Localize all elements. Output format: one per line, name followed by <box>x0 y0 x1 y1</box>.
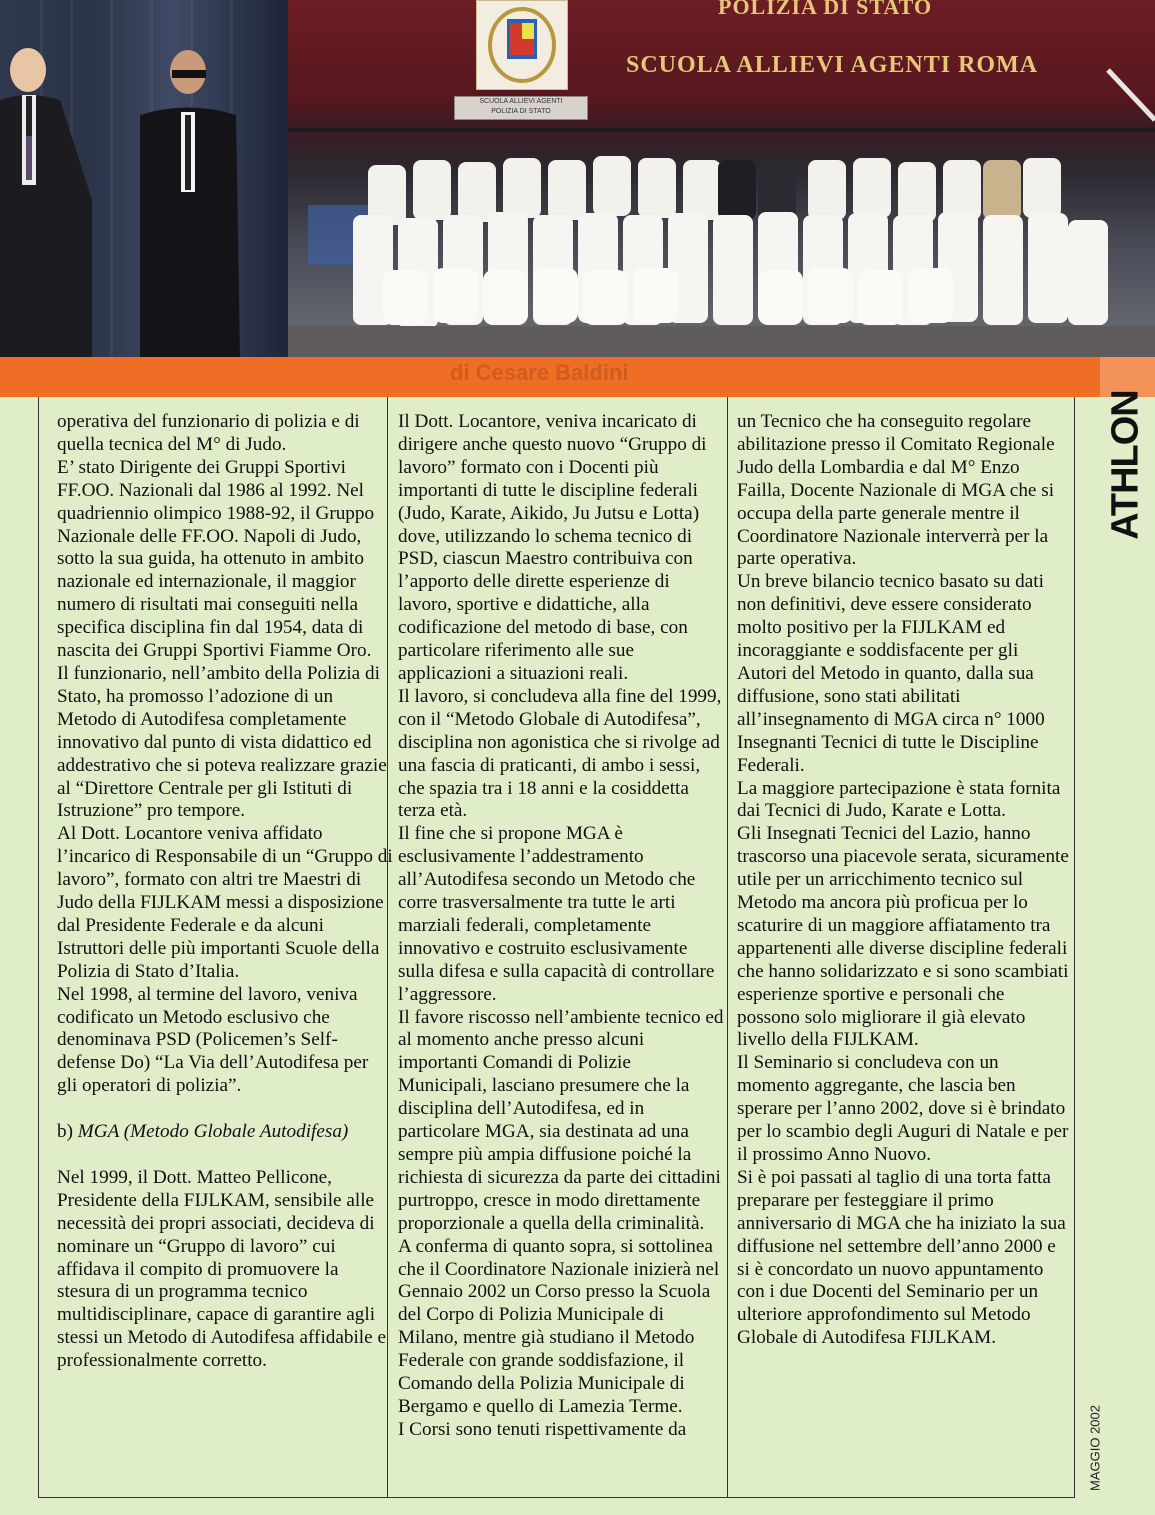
issue-date-text: MAGGIO 2002 <box>1087 1405 1103 1491</box>
paragraph: Il Dott. Locantore, veniva incaricato di dirigere anche questo nuovo “Gruppo di lavoro” formato con i Docenti più importanti di tutte le discipline federali (Judo, Karate, Aikido, Ju Jutsu e Lotta) dove, utilizzando lo schema tecnico di PSD, ciascun Maestro contribuiva con l’apporto delle dirette esperienze di lavoro, sportive e didattiche, alla codificazione del metodo di base, con particolare riferimento alle sue applicazioni a situazioni reali. <box>398 411 707 684</box>
paragraph: Si è poi passati al taglio di una torta fatta preparare per festeggiare il primo anniversario di MGA che ha iniziato la sua diffusione nel settembre dell’anno 2000 e si è concordato un nuovo appuntamento con i due Docenti del Seminario per un ulteriore approfondimento sul Metodo Globale di Autodifesa FIJLKAM. <box>737 1166 1066 1349</box>
paragraph: Il favore riscosso nell’ambiente tecnico ed al momento anche presso alcuni importanti Comandi di Polizie Municipali, lasciano presumere che la disciplina dell’Autodifesa, ed in particolare MGA, sia destinata ad una sempre più ampia diffusione poiché la richiesta di sicurezza da parte dei cittadini purtroppo, cresce in modo direttamente proporzionale a quella della criminalità. <box>398 1006 724 1234</box>
speakers-figures <box>0 0 288 357</box>
paragraph: Nel 1998, al termine del lavoro, veniva codificato un Metodo esclusivo che denominava PSD (Policemen’s Self-defense Do) “La Via dell’Autodifesa per gli operatori di polizia”. <box>57 983 369 1097</box>
paragraph: Al Dott. Locantore veniva affidato l’incarico di Responsabile di un “Gruppo di lavoro”, formato con altri tre Maestri di Judo della FIJLKAM messi a disposizione dal Presidente Federale e da alcuni Istruttori delle più importanti Scuole della Polizia di Stato d’Italia. <box>57 823 393 982</box>
magazine-logo-text: ATHLON <box>1104 390 1147 540</box>
issue-date <box>1080 1398 1110 1498</box>
paragraph: I Corsi sono tenuti rispettivamente da <box>398 1418 687 1440</box>
paragraph: A conferma di quanto sopra, si sottolinea che il Coordinatore Nazionale inizierà nel Gennaio 2002 un Corso presso la Scuola del Corpo di Polizia Municipale di Milano, mentre già studiano il Metodo Federale con grande soddisfazione, il Comando della Polizia Municipale di Bergamo e quello di Lamezia Terme. <box>398 1235 720 1417</box>
paragraph: E’ stato Dirigente dei Gruppi Sportivi FF.OO. Nazionali dal 1986 al 1992. Nel quadriennio olimpico 1988-92, il Gruppo Nazionale delle FF.OO. Napoli di Judo, sotto la sua guida, ha ottenuto in ambito nazionale ed internazionale, il maggior numero di risultati mai conseguiti nella specifica disciplina fin dal 1954, data di nascita dei Gruppi Sportivi Fiamme Oro. <box>57 456 375 662</box>
magazine-logo <box>1104 390 1148 540</box>
article-body <box>38 397 1075 1498</box>
section-heading-title: MGA (Metodo Globale Autodifesa) <box>77 1121 349 1143</box>
plaque: SCUOLA ALLIEVI AGENTI POLIZIA DI STATO <box>454 96 588 120</box>
section-heading: b) MGA (Metodo Globale Autodifesa) <box>57 1121 349 1143</box>
banner-line-2: SCUOLA ALLIEVI AGENTI ROMA <box>626 52 1039 78</box>
paragraph: Il Seminario si concludeva con un momento aggregante, che lascia ben sperare per l’anno 2002, dove si è brindato per lo scambio degli Auguri di Natale e per il prossimo Anno Nuovo. <box>737 1052 1069 1165</box>
header-photo <box>0 0 1155 357</box>
speakers-photo <box>0 0 288 357</box>
paragraph: Il lavoro, si concludeva alla fine del 1999, con il “Metodo Globale di Autodifesa”, disciplina non agonistica che si rivolge ad una fascia di praticanti, di ambo i sessi, che spazia tra i 18 anni e la cosiddetta terza età. <box>398 685 722 822</box>
paragraph: Un breve bilancio tecnico basato su dati non definitivi, deve essere considerato molto positivo per la FIJLKAM ed incoraggiante e soddisfacente per gli Autori del Metodo in quanto, dalla sua diffusione, sono stati abilitati all’insegnamento di MGA circa n° 1000 Insegnanti Tecnici di tutte le Discipline Federali. <box>737 571 1045 776</box>
group-figures <box>288 0 1155 357</box>
banner-line-1: POLIZIA DI STATO <box>718 0 933 19</box>
paragraph: Il fine che si propone MGA è esclusivamente l’addestramento all’Autodifesa secondo un Metodo che corre trasversalmente tra tutte le arti marziali federali, completamente innovativo e costruito esclusivamente sulla difesa e sulla capacità di controllare l’aggressore. <box>398 823 715 1005</box>
paragraph: operativa del funzionario di polizia e di quella tecnica del M° di Judo. <box>57 411 360 455</box>
column-divider <box>727 397 728 1497</box>
group-photo <box>288 0 1155 357</box>
paragraph: La maggiore partecipazione è stata fornita dai Tecnici di Judo, Karate e Lotta. <box>737 777 1061 822</box>
article-column-1 <box>57 411 393 1495</box>
author-byline: di Cesare Baldini <box>450 360 629 385</box>
paragraph: Nel 1999, il Dott. Matteo Pellicone, Presidente della FIJLKAM, sensibile alle necessità dei propri associati, decideva di nominare un “Gruppo di lavoro” cui affidava il compito di promuovere la stesura di un programma tecnico multidisciplinare, capace di garantire agli stessi un Metodo di Autodifesa affidabile e professionalmente corretto. <box>57 1166 386 1372</box>
article-column-2 <box>398 411 724 1495</box>
paragraph: un Tecnico che ha conseguito regolare abilitazione presso il Comitato Regionale Judo della Lombardia e dal M° Enzo Failla, Docente Nazionale di MGA che si occupa della parte generale mentre il Coordinatore Nazionale interverrà per la parte operativa. <box>737 411 1055 570</box>
paragraph: Il funzionario, nell’ambito della Polizia di Stato, ha promosso l’adozione di un Metodo di Autodifesa completamente innovativo dal punto di vista didattico ed addestrativo che si poteva realizzare grazie al “Direttore Centrale per gli Istituti di Istruzione” pro tempore. <box>57 662 387 822</box>
article-column-3 <box>737 411 1069 1495</box>
paragraph: Gli Insegnati Tecnici del Lazio, hanno trascorso una piacevole serata, sicuramente utile per un arricchimento tecnico sul Metodo ma ancora più proficua per lo scaturire di un maggiore affiatamento tra appartenenti alle diverse discipline federali che hanno solidarizzato e si sono scambiati esperienze sportive e personali che possono solo migliorare il già elevato livello della FIJLKAM. <box>737 823 1069 1051</box>
